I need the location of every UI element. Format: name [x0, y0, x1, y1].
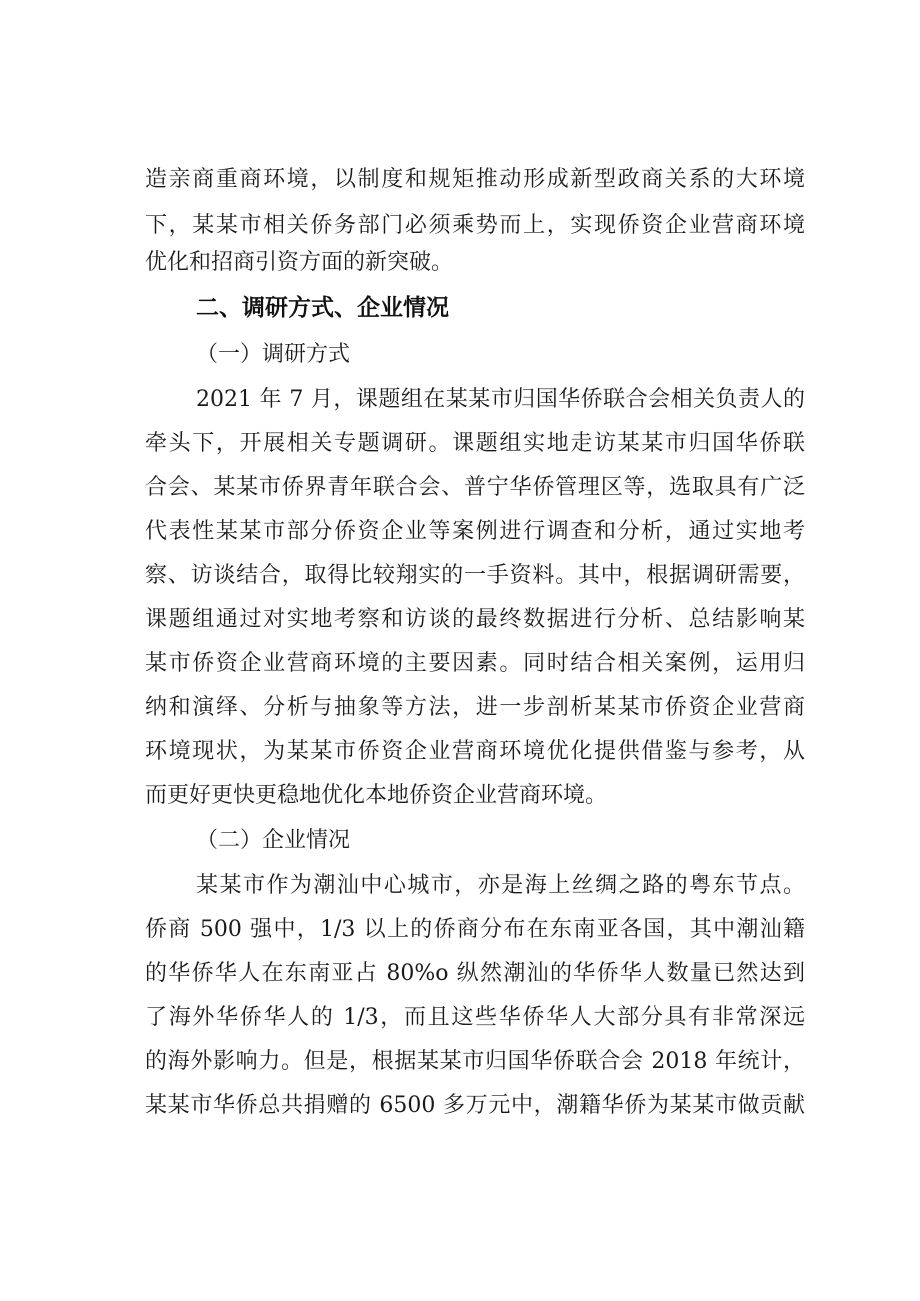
- intro-line-2: 下，某某市相关侨务部门必须乘势而上，实现侨资企业营商环境: [145, 213, 805, 238]
- paragraph-line: 了海外华侨华人的 1/3，而且这些华侨华人大部分具有非常深远: [145, 1005, 805, 1030]
- paragraph-line: 某某市华侨总共捐赠的 6500 多万元中，潮籍华侨为某某市做贡献: [145, 1093, 805, 1118]
- paragraph-line: 某市侨资企业营商环境的主要因素。同时结合相关案例，运用归: [145, 651, 805, 676]
- intro-line-1: 造亲商重商环境，以制度和规矩推动形成新型政商关系的大环境: [145, 167, 805, 192]
- paragraph-line: 的海外影响力。但是，根据某某市归国华侨联合会 2018 年统计，: [145, 1049, 805, 1074]
- paragraph-line: 代表性某某市部分侨资企业等案例进行调查和分析，通过实地考: [145, 519, 805, 544]
- paragraph-line: 合会、某某市侨界青年联合会、普宁华侨管理区等，选取具有广泛: [145, 475, 805, 500]
- paragraph-line: 纳和演绎、分析与抽象等方法，进一步剖析某某市侨资企业营商: [145, 695, 805, 720]
- paragraph-line: 某某市作为潮汕中心城市，亦是海上丝绸之路的粤东节点。: [196, 873, 805, 898]
- section-heading: 二、调研方式、企业情况: [196, 295, 449, 321]
- paragraph-line: 环境现状，为某某市侨资企业营商环境优化提供借鉴与参考，从: [145, 739, 805, 764]
- paragraph-line: 侨商 500 强中，1/3 以上的侨商分布在东南亚各国，其中潮汕籍: [145, 917, 805, 942]
- paragraph-line: 牵头下，开展相关专题调研。课题组实地走访某某市归国华侨联: [145, 431, 805, 456]
- subsection-heading-2: （二）企业情况: [196, 828, 351, 853]
- paragraph-line: 察、访谈结合，取得比较翔实的一手资料。其中，根据调研需要，: [145, 563, 805, 588]
- paragraph-line: 的华侨华人在东南亚占 80%o 纵然潮汕的华侨华人数量已然达到: [145, 961, 805, 986]
- intro-line-3: 优化和招商引资方面的新突破。: [145, 250, 454, 275]
- paragraph-line: 而更好更快更稳地优化本地侨资企业营商环境。: [145, 783, 608, 808]
- paragraph-line: 2021 年 7 月，课题组在某某市归国华侨联合会相关负责人的: [196, 387, 805, 412]
- subsection-heading-1: （一）调研方式: [196, 342, 351, 367]
- paragraph-line: 课题组通过对实地考察和访谈的最终数据进行分析、总结影响某: [145, 607, 805, 632]
